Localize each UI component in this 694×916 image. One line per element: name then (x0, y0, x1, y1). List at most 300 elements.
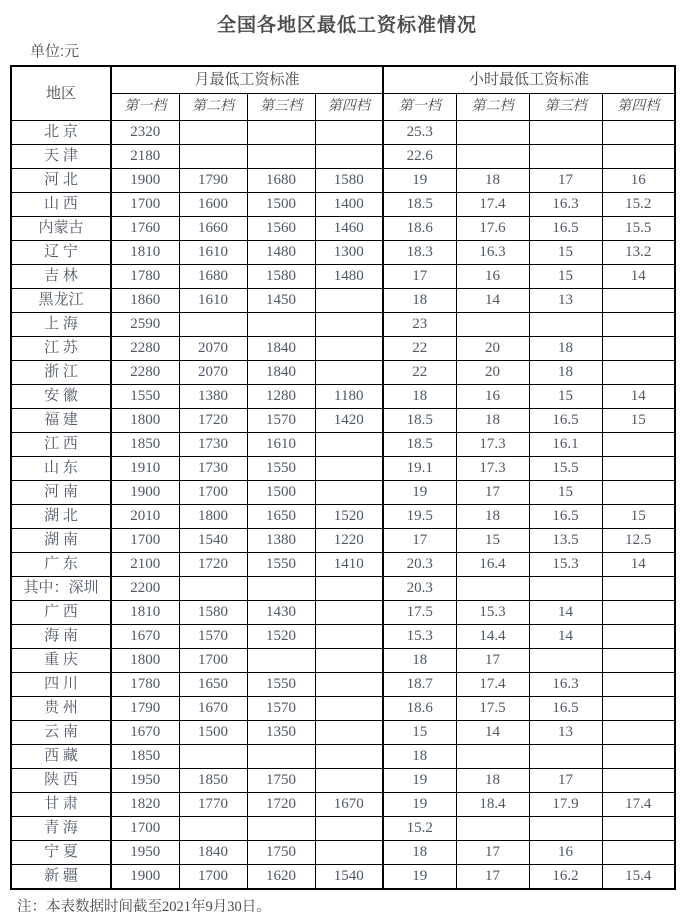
value-cell (602, 289, 675, 313)
value-cell: 19 (383, 865, 456, 890)
value-cell (247, 817, 315, 841)
region-cell: 安 徽 (11, 385, 111, 409)
table-row (11, 553, 675, 577)
region-cell: 福 建 (11, 409, 111, 433)
value-cell: 1900 (111, 481, 179, 505)
value-cell: 14 (529, 601, 602, 625)
value-cell: 1670 (315, 793, 383, 817)
value-cell (602, 457, 675, 481)
table-row (11, 625, 675, 649)
value-cell: 1410 (315, 553, 383, 577)
value-cell: 18.3 (383, 241, 456, 265)
value-cell: 1670 (179, 697, 247, 721)
value-cell: 17 (529, 169, 602, 193)
value-cell (602, 625, 675, 649)
region-cell: 贵 州 (11, 697, 111, 721)
value-cell: 1700 (179, 865, 247, 890)
value-cell: 17.4 (456, 673, 529, 697)
value-cell: 17 (383, 529, 456, 553)
value-cell: 1580 (315, 169, 383, 193)
value-cell: 1560 (247, 217, 315, 241)
value-cell (247, 745, 315, 769)
value-cell (602, 121, 675, 145)
value-cell: 1680 (179, 265, 247, 289)
value-cell (602, 313, 675, 337)
value-cell: 14 (602, 265, 675, 289)
table-row (11, 649, 675, 673)
value-cell: 18.6 (383, 697, 456, 721)
value-cell (529, 817, 602, 841)
value-cell: 18 (383, 289, 456, 313)
value-cell: 1580 (179, 601, 247, 625)
value-cell: 14 (456, 721, 529, 745)
table-row (11, 361, 675, 385)
value-cell: 16.4 (456, 553, 529, 577)
value-cell: 15 (529, 241, 602, 265)
value-cell (179, 313, 247, 337)
value-cell: 14.4 (456, 625, 529, 649)
region-cell: 辽 宁 (11, 241, 111, 265)
value-cell: 1480 (247, 241, 315, 265)
value-cell: 1550 (111, 385, 179, 409)
hourly-tier-4-header: 第四档 (602, 94, 675, 121)
value-cell: 1650 (179, 673, 247, 697)
value-cell (456, 121, 529, 145)
value-cell (315, 697, 383, 721)
monthly-tier-3-header: 第三档 (247, 94, 315, 121)
value-cell: 17.6 (456, 217, 529, 241)
hourly-tier-3-header: 第三档 (529, 94, 602, 121)
value-cell: 25.3 (383, 121, 456, 145)
value-cell: 1950 (111, 841, 179, 865)
value-cell: 1810 (111, 241, 179, 265)
value-cell: 14 (456, 289, 529, 313)
value-cell: 2070 (179, 361, 247, 385)
value-cell: 13 (529, 721, 602, 745)
value-cell: 1800 (111, 409, 179, 433)
value-cell: 17.4 (602, 793, 675, 817)
value-cell: 1520 (315, 505, 383, 529)
region-cell: 陕 西 (11, 769, 111, 793)
value-cell (456, 817, 529, 841)
value-cell (602, 433, 675, 457)
value-cell: 15 (602, 505, 675, 529)
value-cell: 18 (456, 169, 529, 193)
value-cell: 15.3 (456, 601, 529, 625)
value-cell: 15.2 (602, 193, 675, 217)
value-cell: 1180 (315, 385, 383, 409)
value-cell: 15.3 (529, 553, 602, 577)
value-cell: 1380 (179, 385, 247, 409)
value-cell: 18 (383, 385, 456, 409)
table-row (11, 817, 675, 841)
value-cell (247, 121, 315, 145)
region-cell: 江 西 (11, 433, 111, 457)
value-cell (315, 361, 383, 385)
value-cell: 15.2 (383, 817, 456, 841)
value-cell (602, 145, 675, 169)
value-cell: 18 (456, 769, 529, 793)
hourly-tier-1-header: 第一档 (383, 94, 456, 121)
value-cell: 18 (529, 361, 602, 385)
value-cell (602, 769, 675, 793)
value-cell: 1420 (315, 409, 383, 433)
value-cell: 19.1 (383, 457, 456, 481)
value-cell: 22 (383, 361, 456, 385)
value-cell: 15.3 (383, 625, 456, 649)
monthly-tier-1-header: 第一档 (111, 94, 179, 121)
value-cell (315, 745, 383, 769)
value-cell: 1720 (247, 793, 315, 817)
value-cell (602, 745, 675, 769)
value-cell: 15 (529, 265, 602, 289)
value-cell: 18.5 (383, 409, 456, 433)
value-cell: 23 (383, 313, 456, 337)
value-cell: 1520 (247, 625, 315, 649)
table-row (11, 841, 675, 865)
value-cell: 1540 (179, 529, 247, 553)
min-wage-table (10, 65, 676, 890)
value-cell: 17 (456, 841, 529, 865)
value-cell: 18 (456, 505, 529, 529)
value-cell: 2070 (179, 337, 247, 361)
value-cell: 2320 (111, 121, 179, 145)
value-cell: 1750 (247, 769, 315, 793)
value-cell: 1810 (111, 601, 179, 625)
value-cell: 16.5 (529, 697, 602, 721)
value-cell: 16 (529, 841, 602, 865)
value-cell: 14 (529, 625, 602, 649)
table-row (11, 313, 675, 337)
value-cell: 17.5 (456, 697, 529, 721)
table-row (11, 529, 675, 553)
value-cell: 17.3 (456, 457, 529, 481)
region-cell: 吉 林 (11, 265, 111, 289)
hourly-tier-2-header: 第二档 (456, 94, 529, 121)
value-cell: 18.7 (383, 673, 456, 697)
value-cell: 17 (383, 265, 456, 289)
value-cell (529, 121, 602, 145)
value-cell (179, 121, 247, 145)
value-cell: 18 (383, 745, 456, 769)
value-cell: 2200 (111, 577, 179, 601)
value-cell: 1850 (179, 769, 247, 793)
region-cell: 重 庆 (11, 649, 111, 673)
value-cell: 22.6 (383, 145, 456, 169)
value-cell: 2100 (111, 553, 179, 577)
value-cell: 1950 (111, 769, 179, 793)
table-row (11, 697, 675, 721)
value-cell: 1550 (247, 553, 315, 577)
value-cell: 17 (529, 769, 602, 793)
table-row (11, 577, 675, 601)
value-cell (602, 673, 675, 697)
value-cell: 15.5 (602, 217, 675, 241)
table-row (11, 241, 675, 265)
region-cell: 上 海 (11, 313, 111, 337)
value-cell (315, 817, 383, 841)
value-cell: 1650 (247, 505, 315, 529)
table-row (11, 457, 675, 481)
value-cell: 13.2 (602, 241, 675, 265)
table-row (11, 481, 675, 505)
value-cell (179, 817, 247, 841)
value-cell: 19.5 (383, 505, 456, 529)
table-row (11, 745, 675, 769)
value-cell (602, 697, 675, 721)
table-row (11, 217, 675, 241)
region-cell: 湖 北 (11, 505, 111, 529)
table-body (11, 121, 675, 890)
value-cell (602, 649, 675, 673)
value-cell: 1570 (247, 697, 315, 721)
value-cell: 19 (383, 481, 456, 505)
value-cell: 1770 (179, 793, 247, 817)
monthly-tier-4-header: 第四档 (315, 94, 383, 121)
value-cell: 1380 (247, 529, 315, 553)
value-cell (315, 769, 383, 793)
region-cell: 江 苏 (11, 337, 111, 361)
region-cell: 四 川 (11, 673, 111, 697)
value-cell: 19 (383, 169, 456, 193)
value-cell (315, 145, 383, 169)
region-cell: 青 海 (11, 817, 111, 841)
table-row (11, 193, 675, 217)
value-cell: 16.3 (529, 193, 602, 217)
region-cell: 内蒙古 (11, 217, 111, 241)
region-cell: 海 南 (11, 625, 111, 649)
table-row (11, 433, 675, 457)
value-cell: 1910 (111, 457, 179, 481)
value-cell: 1860 (111, 289, 179, 313)
value-cell: 18.5 (383, 433, 456, 457)
value-cell: 2010 (111, 505, 179, 529)
table-row (11, 337, 675, 361)
value-cell: 1840 (179, 841, 247, 865)
value-cell: 1350 (247, 721, 315, 745)
value-cell: 1720 (179, 409, 247, 433)
value-cell: 1540 (315, 865, 383, 890)
value-cell: 2280 (111, 361, 179, 385)
value-cell (315, 313, 383, 337)
value-cell: 15 (383, 721, 456, 745)
value-cell (456, 313, 529, 337)
value-cell: 20 (456, 361, 529, 385)
value-cell: 16.3 (456, 241, 529, 265)
value-cell: 20 (456, 337, 529, 361)
value-cell: 1700 (179, 649, 247, 673)
value-cell: 17.3 (456, 433, 529, 457)
value-cell: 2590 (111, 313, 179, 337)
value-cell: 1750 (247, 841, 315, 865)
value-cell (315, 457, 383, 481)
value-cell: 1820 (111, 793, 179, 817)
region-cell: 浙 江 (11, 361, 111, 385)
table-row (11, 721, 675, 745)
region-cell: 广 东 (11, 553, 111, 577)
value-cell: 16 (456, 265, 529, 289)
value-cell: 19 (383, 793, 456, 817)
value-cell (315, 337, 383, 361)
value-cell: 1850 (111, 745, 179, 769)
value-cell (247, 649, 315, 673)
value-cell (529, 577, 602, 601)
table-row (11, 145, 675, 169)
value-cell: 15 (456, 529, 529, 553)
value-cell (602, 337, 675, 361)
table-row (11, 409, 675, 433)
value-cell (315, 577, 383, 601)
value-cell: 13.5 (529, 529, 602, 553)
value-cell: 18 (456, 409, 529, 433)
value-cell: 1280 (247, 385, 315, 409)
value-cell: 1220 (315, 529, 383, 553)
value-cell: 1660 (179, 217, 247, 241)
table-row (11, 865, 675, 890)
table-row (11, 121, 675, 145)
value-cell (456, 745, 529, 769)
table-row (11, 385, 675, 409)
value-cell (602, 601, 675, 625)
region-column-header: 地区 (11, 66, 111, 121)
value-cell: 15 (602, 409, 675, 433)
value-cell: 15.4 (602, 865, 675, 890)
value-cell: 16.1 (529, 433, 602, 457)
region-cell: 其中：深圳 (11, 577, 111, 601)
value-cell: 1700 (111, 817, 179, 841)
value-cell (315, 649, 383, 673)
table-row (11, 793, 675, 817)
region-cell: 天 津 (11, 145, 111, 169)
value-cell (602, 817, 675, 841)
value-cell: 16.2 (529, 865, 602, 890)
value-cell: 1800 (179, 505, 247, 529)
value-cell (529, 745, 602, 769)
value-cell: 1430 (247, 601, 315, 625)
value-cell (247, 145, 315, 169)
value-cell (315, 601, 383, 625)
value-cell: 18.4 (456, 793, 529, 817)
value-cell (315, 289, 383, 313)
value-cell (315, 673, 383, 697)
region-cell: 山 西 (11, 193, 111, 217)
value-cell: 1900 (111, 169, 179, 193)
value-cell: 1610 (247, 433, 315, 457)
value-cell: 1300 (315, 241, 383, 265)
value-cell: 18 (383, 841, 456, 865)
value-cell: 1760 (111, 217, 179, 241)
value-cell: 12.5 (602, 529, 675, 553)
value-cell: 15 (529, 481, 602, 505)
value-cell: 17.9 (529, 793, 602, 817)
value-cell: 17 (456, 481, 529, 505)
value-cell (179, 745, 247, 769)
value-cell (315, 121, 383, 145)
value-cell: 1670 (111, 625, 179, 649)
value-cell: 17 (456, 865, 529, 890)
value-cell: 1780 (111, 265, 179, 289)
region-cell: 河 北 (11, 169, 111, 193)
value-cell (456, 145, 529, 169)
value-cell: 2180 (111, 145, 179, 169)
value-cell: 17 (456, 649, 529, 673)
value-cell: 1790 (179, 169, 247, 193)
value-cell: 22 (383, 337, 456, 361)
table-row (11, 289, 675, 313)
table-row (11, 169, 675, 193)
region-cell: 山 东 (11, 457, 111, 481)
region-cell: 西 藏 (11, 745, 111, 769)
value-cell (529, 313, 602, 337)
region-cell: 宁 夏 (11, 841, 111, 865)
value-cell: 1680 (247, 169, 315, 193)
value-cell (602, 481, 675, 505)
value-cell (315, 625, 383, 649)
table-row (11, 673, 675, 697)
unit-label: 单位:元 (30, 43, 80, 60)
value-cell (179, 577, 247, 601)
value-cell (602, 577, 675, 601)
value-cell: 20.3 (383, 553, 456, 577)
region-cell: 河 南 (11, 481, 111, 505)
monthly-group-header: 月最低工资标准 (111, 66, 383, 94)
value-cell: 1570 (179, 625, 247, 649)
value-cell: 1480 (315, 265, 383, 289)
value-cell (247, 577, 315, 601)
value-cell: 19 (383, 769, 456, 793)
value-cell: 1460 (315, 217, 383, 241)
value-cell: 16.5 (529, 217, 602, 241)
table-row (11, 505, 675, 529)
value-cell (602, 721, 675, 745)
page-title: 全国各地区最低工资标准情况 (216, 15, 477, 36)
table-row (11, 769, 675, 793)
region-cell: 云 南 (11, 721, 111, 745)
value-cell: 1610 (179, 241, 247, 265)
value-cell: 1800 (111, 649, 179, 673)
footnote: 注：本表数据时间截至2021年9月30日。 (17, 899, 271, 915)
value-cell: 1840 (247, 337, 315, 361)
value-cell: 1570 (247, 409, 315, 433)
value-cell (456, 577, 529, 601)
value-cell (602, 841, 675, 865)
table-row (11, 601, 675, 625)
value-cell: 2280 (111, 337, 179, 361)
value-cell: 17.5 (383, 601, 456, 625)
value-cell (179, 145, 247, 169)
value-cell: 1610 (179, 289, 247, 313)
value-cell (315, 481, 383, 505)
value-cell: 14 (602, 385, 675, 409)
region-cell: 湖 南 (11, 529, 111, 553)
value-cell: 16.5 (529, 505, 602, 529)
value-cell: 1780 (111, 673, 179, 697)
value-cell: 1730 (179, 457, 247, 481)
value-cell: 16.5 (529, 409, 602, 433)
value-cell: 1500 (247, 481, 315, 505)
value-cell: 18.6 (383, 217, 456, 241)
value-cell: 1700 (111, 193, 179, 217)
value-cell: 1450 (247, 289, 315, 313)
value-cell (315, 433, 383, 457)
value-cell (529, 649, 602, 673)
value-cell: 1500 (247, 193, 315, 217)
value-cell: 16 (602, 169, 675, 193)
value-cell: 15 (529, 385, 602, 409)
value-cell: 1620 (247, 865, 315, 890)
value-cell: 1670 (111, 721, 179, 745)
value-cell: 18 (383, 649, 456, 673)
